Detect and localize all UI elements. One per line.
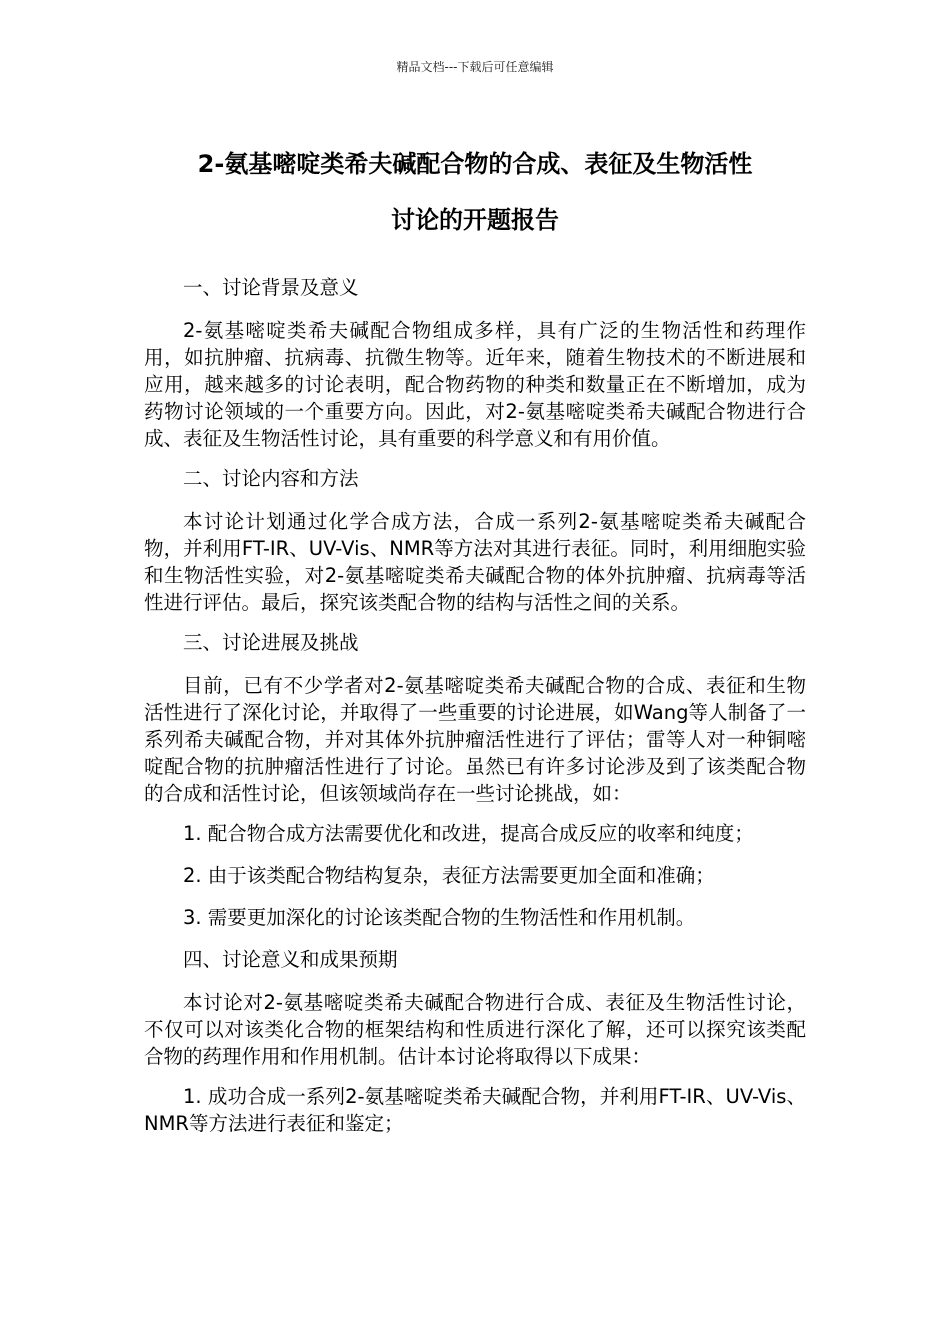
- title-line-1: 2-氨基嘧啶类希夫碱配合物的合成、表征及生物活性: [197, 150, 753, 178]
- paragraph-methods: 本讨论计划通过化学合成方法，合成一系列2-氨基嘧啶类希夫碱配合物，并利用FT-IR、UV-Vis、NMR等方法对其进行表征。同时，利用细胞实验和生物活性实验，对2-氨基嘧啶类希夫碱配合物的体外抗肿瘤、抗病毒等活性进行评估。最后，探究该类配合物的结构与活性之间的关系。: [144, 510, 806, 614]
- section-heading-background: 一、讨论背景及意义: [183, 276, 359, 299]
- paragraph-progress: 目前，已有不少学者对2-氨基嘧啶类希夫碱配合物的合成、表征和生物活性进行了深化讨论，并取得了一些重要的讨论进展，如Wang等人制备了一系列希夫碱配合物，并对其体外抗肿瘤活性进行了评估；雷等人对一种铜嘧啶配合物的抗肿瘤活性进行了讨论。虽然已有许多讨论涉及到了该类配合物的合成和活性讨论，但该领域尚存在一些讨论挑战，如：: [144, 674, 806, 805]
- list-item: 3. 需要更加深化的讨论该类配合物的生物活性和作用机制。: [183, 906, 696, 929]
- paragraph-background: 2-氨基嘧啶类希夫碱配合物组成多样，具有广泛的生物活性和药理作用，如抗肿瘤、抗病毒、抗微生物等。近年来，随着生物技术的不断进展和应用，越来越多的讨论表明，配合物药物的种类和数量正在不断增加，成为药物讨论领域的一个重要方向。因此，对2-氨基嘧啶类希夫碱配合物进行合成、表征及生物活性讨论，具有重要的科学意义和有用价值。: [144, 319, 806, 450]
- list-item: 1. 配合物合成方法需要优化和改进，提高合成反应的收率和纯度；: [183, 822, 754, 845]
- page-header: 精品文档---下载后可任意编辑: [396, 60, 554, 74]
- list-item: 1. 成功合成一系列2-氨基嘧啶类希夫碱配合物，并利用FT-IR、UV-Vis、NMR等方法进行表征和鉴定；: [144, 1085, 806, 1135]
- document-body: [144, 274, 806, 1152]
- section-heading-progress: 三、讨论进展及挑战: [183, 631, 359, 654]
- list-item: 2. 由于该类配合物结构复杂，表征方法需要更加全面和准确；: [183, 864, 715, 887]
- paragraph-significance: 本讨论对2-氨基嘧啶类希夫碱配合物进行合成、表征及生物活性讨论，不仅可以对该类化合物的框架结构和性质进行深化了解，还可以探究该类配合物的药理作用和作用机制。估计本讨论将取得以下成果：: [144, 991, 806, 1068]
- document-title: [120, 136, 830, 248]
- title-line-2: 讨论的开题报告: [391, 206, 559, 234]
- section-heading-significance: 四、讨论意义和成果预期: [183, 948, 398, 971]
- section-heading-methods: 二、讨论内容和方法: [183, 467, 359, 490]
